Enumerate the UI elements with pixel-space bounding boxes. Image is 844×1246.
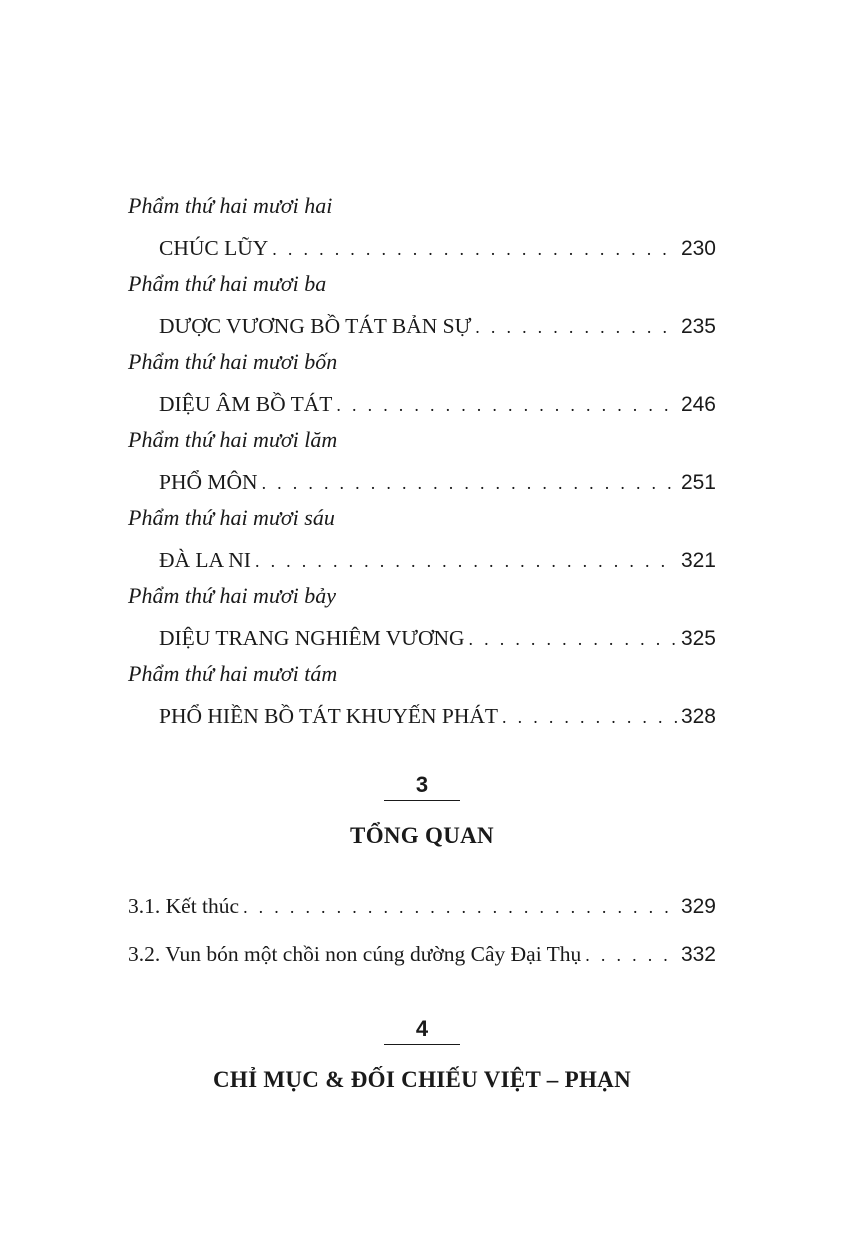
page-number: 328 xyxy=(680,705,716,728)
chapter-title: Phẩm thứ hai mươi tám xyxy=(128,661,338,686)
dot-leader xyxy=(502,698,677,737)
toc-entry[interactable] xyxy=(128,888,716,936)
dot-leader xyxy=(336,386,677,425)
entry-title: DƯỢC VƯƠNG BỒ TÁT BẢN SỰ xyxy=(159,314,472,338)
section-3-heading xyxy=(0,772,844,849)
page-number: 325 xyxy=(680,627,716,650)
toc-entry[interactable] xyxy=(128,229,716,268)
toc-entry[interactable] xyxy=(128,541,716,580)
toc-group xyxy=(128,346,716,424)
entry-title: PHỔ MÔN xyxy=(159,470,258,494)
dot-leader xyxy=(272,230,677,269)
table-of-contents xyxy=(128,190,716,736)
page-number: 235 xyxy=(680,315,716,338)
chapter-title: Phẩm thứ hai mươi bốn xyxy=(128,349,338,374)
page-number: 329 xyxy=(680,895,716,918)
section-divider xyxy=(384,1044,460,1045)
dot-leader xyxy=(262,464,677,503)
toc-group xyxy=(128,424,716,502)
toc-entry[interactable] xyxy=(128,385,716,424)
toc-group xyxy=(128,658,716,736)
entry-title: CHÚC LŨY xyxy=(159,236,269,260)
entry-title: 3.1. Kết thúc xyxy=(128,894,240,918)
section-divider xyxy=(384,800,460,801)
chapter-title: Phẩm thứ hai mươi sáu xyxy=(128,505,335,530)
page-number: 332 xyxy=(680,943,716,966)
dot-leader xyxy=(585,937,677,973)
dot-leader xyxy=(255,542,677,581)
toc-entry[interactable] xyxy=(128,936,716,984)
toc-group xyxy=(128,580,716,658)
chapter-title: Phẩm thứ hai mươi ba xyxy=(128,271,327,296)
entry-title: PHỔ HIỀN BỒ TÁT KHUYẾN PHÁT xyxy=(159,704,499,728)
section-number: 4 xyxy=(415,1016,429,1041)
dot-leader xyxy=(243,889,677,925)
section-title: CHỈ MỤC & ĐỐI CHIẾU VIỆT – PHẠN xyxy=(212,1067,631,1092)
dot-leader xyxy=(475,308,677,347)
chapter-title: Phẩm thứ hai mươi bảy xyxy=(128,583,337,608)
page-number: 230 xyxy=(680,237,716,260)
chapter-title: Phẩm thứ hai mươi hai xyxy=(128,193,333,218)
toc-group xyxy=(128,190,716,268)
chapter-title: Phẩm thứ hai mươi lăm xyxy=(128,427,338,452)
section-3-entries xyxy=(128,888,716,984)
dot-leader xyxy=(469,620,677,659)
toc-group xyxy=(128,268,716,346)
section-number: 3 xyxy=(415,772,429,797)
entry-title: DIỆU ÂM BỒ TÁT xyxy=(159,392,333,416)
entry-title: 3.2. Vun bón một chồi non cúng dường Cây Đại Thụ xyxy=(128,942,582,966)
entry-title: DIỆU TRANG NGHIÊM VƯƠNG xyxy=(159,626,465,650)
page-number: 246 xyxy=(680,393,716,416)
toc-group xyxy=(128,502,716,580)
section-4-heading xyxy=(0,1016,844,1093)
toc-entry[interactable] xyxy=(128,463,716,502)
page-number: 251 xyxy=(680,471,716,494)
section-title: TỔNG QUAN xyxy=(350,823,494,848)
page-number: 321 xyxy=(680,549,716,572)
toc-entry[interactable] xyxy=(128,619,716,658)
toc-entry[interactable] xyxy=(128,697,716,736)
toc-entry[interactable] xyxy=(128,307,716,346)
entry-title: ĐÀ LA NI xyxy=(159,548,251,572)
